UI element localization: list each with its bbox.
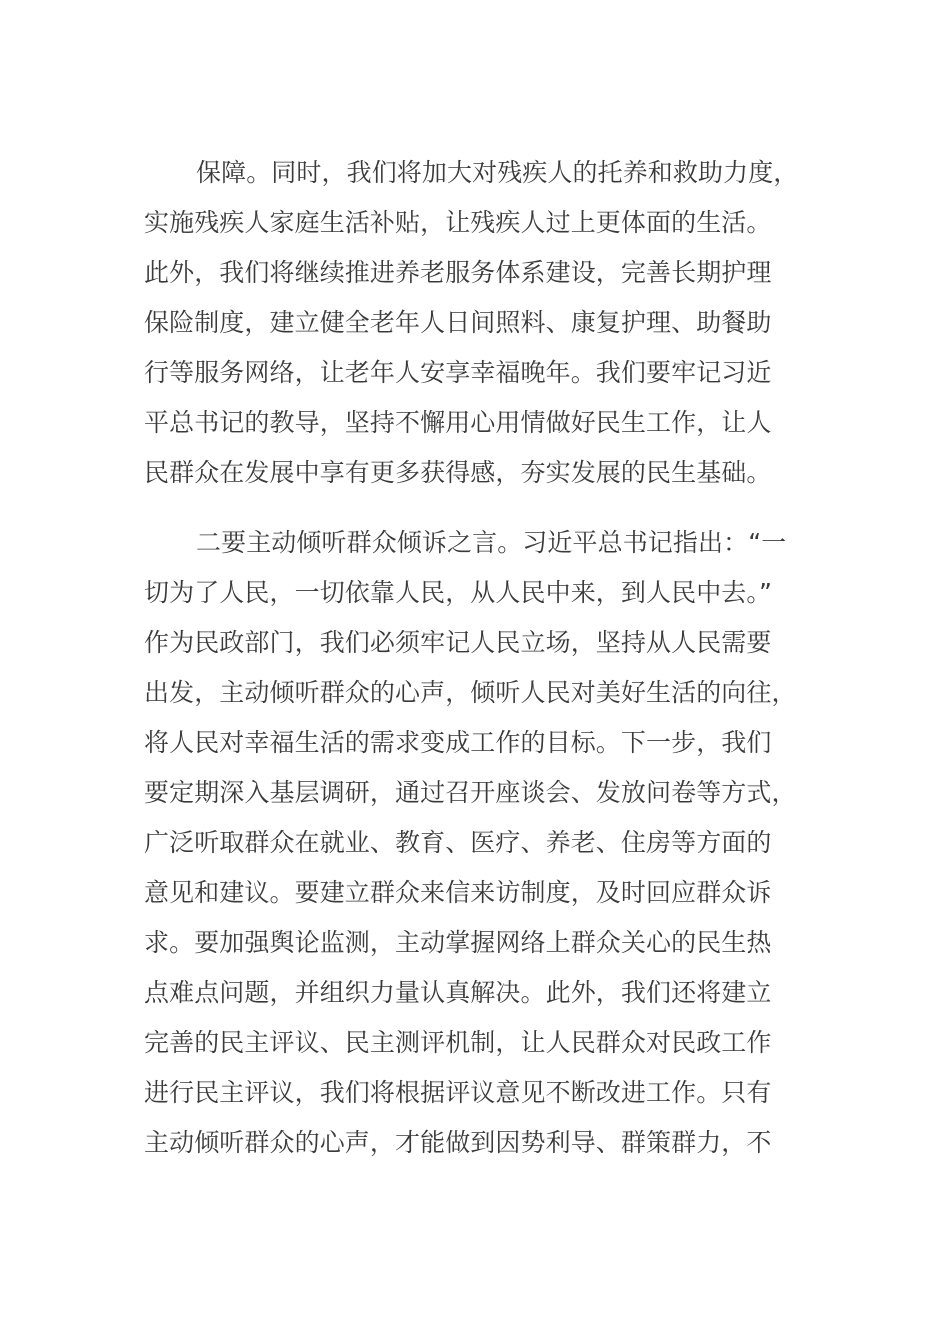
paragraph-line: 点难点问题，并组织力量认真解决。此外，我们还将建立 [144, 978, 772, 1007]
paragraph-line: 完善的民主评议、民主测评机制，让人民群众对民政工作 [144, 1028, 772, 1057]
paragraph [144, 518, 814, 1168]
paragraph-line: 保险制度，建立健全老年人日间照料、康复护理、助餐助 [144, 308, 772, 337]
paragraph [144, 148, 814, 498]
paragraph-line: 主动倾听群众的心声，才能做到因势利导、群策群力，不 [144, 1128, 772, 1157]
paragraph-line: 实施残疾人家庭生活补贴，让残疾人过上更体面的生活。 [144, 208, 772, 237]
paragraph-line: 行等服务网络，让老年人安享幸福晚年。我们要牢记习近 [144, 358, 772, 387]
paragraph-line: 进行民主评议，我们将根据评议意见不断改进工作。只有 [144, 1078, 772, 1107]
paragraph-line: 求。要加强舆论监测，主动掌握网络上群众关心的民生热 [144, 928, 772, 957]
paragraph-line: 二要主动倾听群众倾诉之言。习近平总书记指出：“一 [196, 528, 787, 557]
paragraph-line: 作为民政部门，我们必须牢记人民立场，坚持从人民需要 [144, 628, 772, 657]
paragraph-line: 将人民对幸福生活的需求变成工作的目标。下一步，我们 [144, 728, 772, 757]
paragraph-line: 民群众在发展中享有更多获得感，夯实发展的民生基础。 [144, 458, 772, 487]
paragraph-line: 此外，我们将继续推进养老服务体系建设，完善长期护理 [144, 258, 772, 287]
paragraph-line: 广泛听取群众在就业、教育、医疗、养老、住房等方面的 [144, 828, 772, 857]
paragraph-line: 出发，主动倾听群众的心声，倾听人民对美好生活的向往， [144, 678, 797, 707]
paragraph-line: 保障。同时，我们将加大对残疾人的托养和救助力度， [196, 158, 799, 187]
paragraph-line: 要定期深入基层调研，通过召开座谈会、发放问卷等方式， [144, 778, 797, 807]
paragraph-line: 平总书记的教导，坚持不懈用心用情做好民生工作，让人 [144, 408, 772, 437]
paragraph-line: 意见和建议。要建立群众来信来访制度，及时回应群众诉 [144, 878, 772, 907]
paragraph-line: 切为了人民，一切依靠人民，从人民中来，到人民中去。” [144, 578, 773, 607]
